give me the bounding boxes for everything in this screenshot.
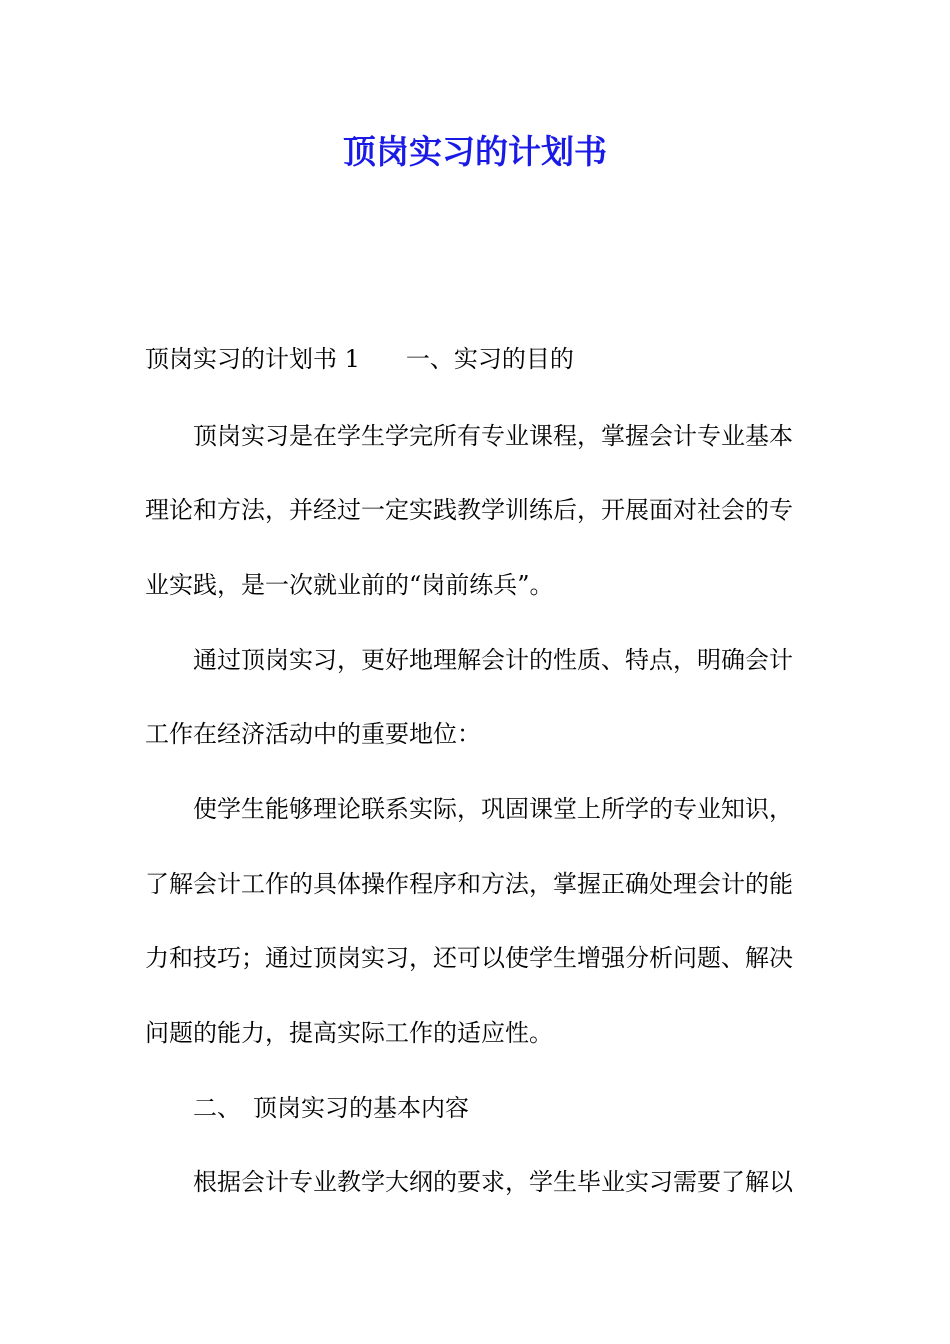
section-heading-2 — [193, 1090, 469, 1126]
paragraph-line: 力和技巧；通过顶岗实习，还可以使学生增强分析问题、解决 — [145, 944, 793, 972]
paragraph-line: 业实践，是一次就业前的“岗前练兵”。 — [145, 571, 554, 599]
document-subtitle: 顶岗实习的计划书 1 — [145, 345, 360, 373]
paragraph-line: 顶岗实习是在学生学完所有专业课程，掌握会计专业基本 — [193, 422, 793, 450]
section-1-title: 一、实习的目的 — [405, 345, 574, 373]
section-2-title: 顶岗实习的基本内容 — [253, 1094, 469, 1122]
paragraph-line: 使学生能够理论联系实际，巩固课堂上所学的专业知识， — [193, 795, 793, 823]
section-2-number: 二、 — [193, 1094, 241, 1122]
section-heading-1 — [145, 341, 574, 377]
paragraph-line: 问题的能力，提高实际工作的适应性。 — [145, 1019, 553, 1047]
paragraph-line: 理论和方法，并经过一定实践教学训练后，开展面对社会的专 — [145, 496, 793, 524]
paragraph-line: 根据会计专业教学大纲的要求，学生毕业实习需要了解以 — [193, 1168, 793, 1196]
paragraph-line: 通过顶岗实习，更好地理解会计的性质、特点，明确会计 — [193, 646, 793, 674]
paragraph-line: 了解会计工作的具体操作程序和方法，掌握正确处理会计的能 — [145, 870, 793, 898]
document-title: 顶岗实习的计划书 — [343, 132, 607, 171]
paragraph-line: 工作在经济活动中的重要地位： — [145, 720, 481, 748]
